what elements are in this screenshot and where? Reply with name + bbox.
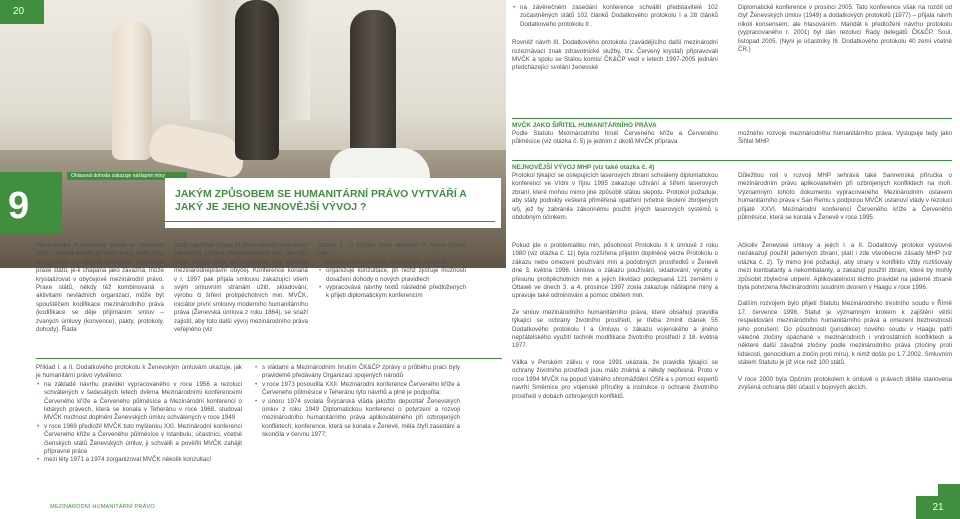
section-divider: [512, 118, 952, 119]
footer-title: MEZINÁRODNÍ HUMANITÁRNÍ PRÁVO: [50, 504, 155, 510]
chapter-number: 9: [8, 185, 30, 227]
page-number-left: 20: [0, 0, 44, 24]
paragraph: Podle Statutu Mezinárodního hnutí Červeného kříže a Červeného půlměsíce (viz otázka č. 5) je jedním z úkolů MVČK příprava: [512, 130, 718, 146]
list-item: • mezi léty 1971 a 1974 zorganizoval MVČK několik konzultací: [36, 456, 242, 464]
list-item: • s vládami a Mezinárodním hnutím ČK&ČP zprávy o průběhu prací byly pravidelně předávány Organizaci spojených národů: [254, 364, 460, 381]
section-heading: MVČK JAKO ŠIŘITEL HUMANITÁRNÍHO PRÁVA: [512, 122, 657, 129]
list-item: • sleduje změny povahy ozbrojených konfliktů: [318, 259, 466, 267]
list-item: • na základě návrhu pravidel vypracovaného v roce 1956 a rezoluci schválených v šedesátých letech dvěma Mezinárodními konferencemi Červeného kříže a Červeného půlměsíce a Mezinárodní konferencí o lidských právech, která se konala v Teheránu v roce 1968, studoval MVČK možnost doplnění Ženevských úmluv schválených v roce 1949: [36, 381, 242, 423]
leg-shape: [350, 10, 396, 155]
decor-bar: [938, 484, 960, 496]
section-divider: [512, 160, 952, 161]
left-column-1: Mezinárodní humanitární právo je rozvíjeno státy – jednak kodifikací nebo praxí států. Oba tyto procesy se obvykle překrývají. Rozšířená praxe států, je-li chápána jako závazná, může krystalizovat v obyčejové mezinárodní právo. Praxe států, někdy též kombinovaná s aktivitami nevládních organizací, může být spouštěčem kodifikace mezinárodního práva (kodifikace se děje přijímáním smluv – zvaných úmluvy (konvence), pakty, protokoly, dohody). Řada: [36, 242, 164, 334]
paragraph: otázka č. 1) zůstalo stále aktuální. V zájmu tohoto cíle:: [318, 242, 466, 258]
page-number-right: 21: [916, 496, 960, 519]
top-middle-column: [512, 4, 718, 73]
chapter-tag: Ohlasová dohoda zakazuje nášlapné miny: [67, 172, 187, 180]
list-item: • v roce 1969 předložil MVČK tuto myšlenku XXI. Mezinárodní konferenci Červeného kříže a Červeného půlměsíce v Istanbulu; účastníci, včetně členských států Ženevských úmluv, ji schválili a pověřili MVČK zahájit přípravné práce: [36, 423, 242, 457]
paragraph: možného rozvoje mezinárodního humanitárního práva. Vystupuje tedy jako Šiřitel MHP.: [738, 130, 952, 146]
list-item: • v roce 1973 posoudila XXII. Mezinárodní konference Červeného kříže a Červeného půlměsíce v Teheránu tyto návrhů a plně je podpořila;: [254, 381, 460, 398]
example-divider: [36, 358, 502, 359]
paragraph: Důležitou roli v rozvoji MHP sehrává také Sanremská příručka o mezinárodním právu aplikovatelném při ozbrojených konfliktech na moři. Významným tohoto dokumentu vypracovaného Mezinárodním ústavem humanitárního práva v San Remu s podporou MVČK ustanoví vlády v rezoluci přijaté XXVI. Mezinárodní konferencí Červeného kříže a Červeného půlměsíce, která se konala v Ženevě v roce 1995.: [738, 172, 952, 222]
leg-shape: [235, 0, 279, 160]
left-column-3: [318, 242, 466, 301]
chapter-divider: [165, 221, 495, 222]
list-item: • v únoru 1974 svolala Švýcarská vláda jakožto depozitář Ženevských úmluv z roku 1949 Diplomatickou konferenci o potvrzení a rozvoji mezinárodního humanitárního práva aplikovatelného při ozbrojených konfliktech; konference, která se konala v Ženevě, měla čtyři zasedání a skončila v červnu 1977;: [254, 398, 460, 440]
paragraph: Ze smluv mezinárodního humanitárního práva, které obsahují pravidla týkající se ochrany životního prostředí, je třeba zmínit článek 55 Dodatkového protokolu I a Úmluvu o zákazu vojenského a jiného nepřátelského využití technik modifikace životního prostředí z 18. května 1977.: [512, 308, 718, 350]
top-right-column: Diplomatické konference v prosinci 2005. Tato konference však na rozdíl od čtyř Ženevských úmluv (1949) a dodatkových protokolů (1977) – přijala návrh nikoli konsensem, ale hlasováním. Mandát k předložení návrhu protokolu (vypracovaného r. 2001) byl dán rezolucí Rady delegátů ČK&ČP, Soul, listopad 2005. (Nyní je účastníky III. Dodatkového protokolu 40 zemí včetně ČR.): [738, 4, 952, 54]
paragraph: Válka v Perském zálivu v roce 1991 ukázala, že pravidla týkající se ochrany životního prostředí jsou málo známá a někdy nepřesná. Proto v roce 1994 MVČK na popud Valného shromáždění OSN a s pomocí expertů navrhl Směrnice pro vojenské příručky a instrukce o ochraně životního prostředí v dobách ozbrojených konfliktů.: [512, 358, 718, 400]
leg-shape: [112, 20, 152, 160]
paragraph: Ačkoliv Ženevské úmluvy a jejich I. a II. Dodatkový protokol výslovně nezakazují použití jaderných zbraní, platí i zde všeobecné zásady MHP (viz otázka č. 2). Ty mimo jiné požadují, aby strany v konfliktu vždy rozlišovaly mezi kombatanty a nekombatanty, a zakazují použití zbraní, které by mohly způsobit zbytečné utrpení. Aplikovatelnost těchto pravidel na jaderné zbraně byla potvrzena Mezinárodním soudním dvorem v Haagu v roce 1996.: [738, 242, 952, 292]
paragraph: Rovněž návrh III. Dodatkového protokolu (zavádějícího další mezinárodní rozeznávací znak zdravotnické služby, tzv. Červený krystal) připravovali MVČK a spolu se Stálou komisí ČK&ČP vedl v letech 1997-2005 jednání předcházející svolání ženevské: [512, 39, 718, 72]
paragraph: Pokud jde o problematiku min, působnost Protokolu II k úmluvě z roku 1980 (viz otázka č. 11) byla rozšířena přijetím doplněné verze Protokolu o zákazu nebo omezení používání min a podobných prostředků v Ženevě dne 3. května 1996. Úmluva o zákazu používání, skladování, výroby a přesunu protipěchotních min a jejich likvidaci podepsaná 121 zeměmi v Ottawě ve dnech 3. a 4. prosince 1997 zcela zakazuje nášlapné miny a upravuje také odminování a pomoc obětem min.: [512, 242, 718, 300]
left-column-2: států například přijala již dříve národní legislativu zakazující užívání protipěchotních min, ale tato praxe nebyla ještě tak rozšířena, aby vytvořila mezinárodněprávní obyčej. Konference konaná v r. 1997 pak přijala smlouvu zakazující všem svým smluvním stranám užití, skladování, výrobu či šíření protipěchotních min. MVČK, iniciátor první smlouvy moderního humanitárního práva (Ženevská úmluva z roku 1864), se snaží zajistit, aby toto další vývoj mezinárodního práva veřejného (viz: [174, 242, 308, 334]
list-item: • vypracovává návrhy textů následně předložených k přijetí diplomatickým konferencím: [318, 284, 466, 301]
list-item: • organizuje konzultace, při nichž zjišťuje možnosti dosažení dohody o nových pravidlech: [318, 267, 466, 284]
paragraph: V roce 2000 byla Opčním protokolem k úmluvě o právech dítěte stanovena zvýšená ochrana dětí účastí v bojových akcích.: [738, 375, 952, 392]
right-lower-column-2: [738, 242, 952, 393]
example-column-1: [36, 364, 242, 465]
example-column-2: [254, 364, 460, 440]
section-heading: NEJNOVĚJŠÍ VÝVOJ MHP (viz také otázka č. 4): [512, 164, 655, 171]
paragraph: Protokol týkající se oslepujících laserových zbraní schválený diplomatickou konferencí ve Vídni v říjnu 1995 zakazuje užívání a šíření laserových zbraní, které mohou mimo jiné způsobit stálou slepotu. Protokol požaduje, aby státy podnikly veškerá přiměřená opatření (včetně školení zbrojených sil), jež by zabránila zákonnému použití jiných laserových systémů s obdobným účinkem.: [512, 172, 718, 222]
paragraph: Příklad I. a II. Dodatkového protokolu k Ženevským úmluvám ukazuje, jak je humanitární právo vytvářeno:: [36, 364, 242, 380]
right-lower-column-1: [512, 242, 718, 401]
list-item: • na závěrečném zasedání konference schválili představitelé 102 zúčastněných států 102 článků Dodatkového protokolu I a 28 článků Dodatkového protokolu II .: [512, 4, 718, 29]
paragraph: Dalším rozvojem bylo přijetí Statutu Mezinárodního trestního soudu v Římě 17. července 1998. Statut je významným krokem k zajištění větší respektování mezinárodního humanitárního práva a omezení beztrestnosti jeho porušení. Do působnosti (jurisdikce) nového soudu v Haagu patří válečné zločiny spáchané v mezinárodních i vnitrostátních konfliktech a některé další závažné zločiny podle mezinárodního práva (zločiny proti lidskosti, genocidium a zločin proti míru), k nimž došlo po 1.7.2002. Smluvním státem Statutu je již více než 100 států.: [738, 300, 952, 367]
chapter-title: JAKÝM ZPŮSOBEM SE HUMANITÁRNÍ PRÁVO VYTVÁŘÍ A JAKÝ JE JEHO NEJNOVĚJŠÍ VÝVOJ ?: [175, 188, 467, 213]
